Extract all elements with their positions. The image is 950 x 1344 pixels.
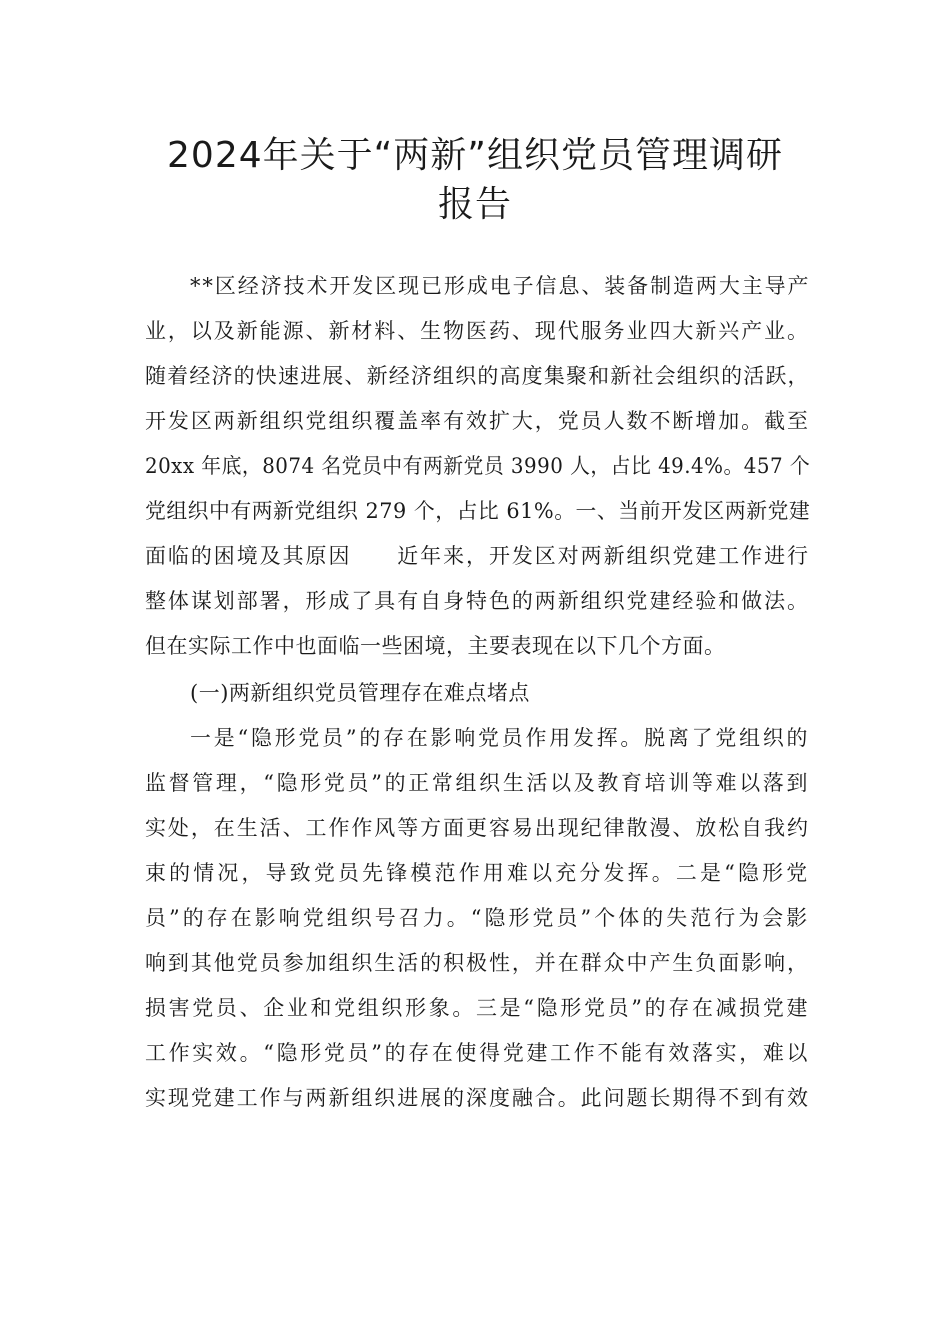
body-line-10: (一)两新组织党员管理存在难点堵点 — [190, 681, 530, 705]
document-title-line-2: 报告 — [437, 184, 512, 225]
body-line-17: 损害党员、企业和党组织形象。三是“隐形党员”的存在减损党建 — [145, 996, 811, 1020]
body-line-15: 员”的存在影响党组织号召力。“隐形党员”个体的失范行为会影 — [145, 906, 811, 930]
body-line-8: 整体谋划部署，形成了具有自身特色的两新组织党建经验和做法。 — [145, 589, 810, 613]
body-line-12: 监督管理，“隐形党员”的正常组织生活以及教育培训等难以落到 — [145, 771, 811, 795]
body-line-3: 随着经济的快速进展、新经济组织的高度集聚和新社会组织的活跃， — [145, 364, 810, 388]
body-line-5: 20xx 年底，8074 名党员中有两新党员 3990 人，占比 49.4%。457 个 — [145, 454, 811, 478]
body-line-6: 党组织中有两新党组织 279 个，占比 61%。一、当前开发区两新党建 — [145, 499, 811, 523]
body-line-19: 实现党建工作与两新组织进展的深度融合。此问题长期得不到有效 — [145, 1086, 810, 1110]
document-title-line-1: 2024年关于“两新”组织党员管理调研 — [167, 135, 783, 176]
body-line-11: 一是“隐形党员”的存在影响党员作用发挥。脱离了党组织的 — [190, 726, 811, 750]
body-line-2: 业，以及新能源、新材料、生物医药、现代服务业四大新兴产业。 — [145, 319, 810, 343]
body-line-16: 响到其他党员参加组织生活的积极性，并在群众中产生负面影响， — [145, 951, 810, 975]
body-line-18: 工作实效。“隐形党员”的存在使得党建工作不能有效落实，难以 — [145, 1041, 811, 1065]
body-line-1: **区经济技术开发区现已形成电子信息、装备制造两大主导产 — [190, 274, 811, 298]
body-line-13: 实处，在生活、工作作风等方面更容易出现纪律散漫、放松自我约 — [145, 816, 810, 840]
body-line-7: 面临的困境及其原因 近年来，开发区对两新组织党建工作进行 — [145, 544, 810, 568]
body-line-14: 束的情况，导致党员先锋模范作用难以充分发挥。二是“隐形党 — [145, 861, 811, 885]
body-line-4: 开发区两新组织党组织覆盖率有效扩大，党员人数不断增加。截至 — [145, 409, 810, 433]
body-line-9: 但在实际工作中也面临一些困境，主要表现在以下几个方面。 — [145, 634, 726, 658]
